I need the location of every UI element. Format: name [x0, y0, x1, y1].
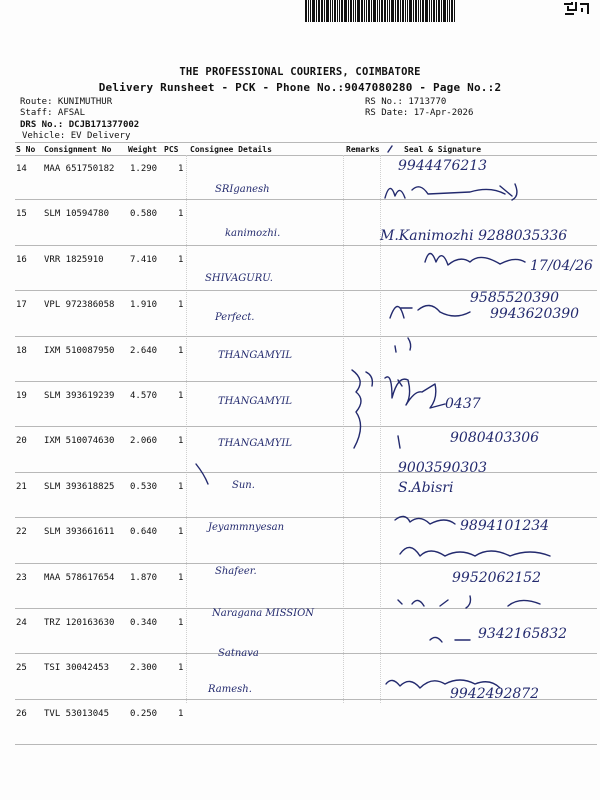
- row-pcs: 1: [178, 300, 184, 311]
- row-weight: 0.250: [130, 708, 158, 719]
- row-sno: 24: [16, 618, 27, 628]
- row-weight: 4.570: [130, 391, 158, 401]
- row-weight: 2.640: [130, 345, 158, 356]
- row-sno: 22: [16, 527, 27, 538]
- row-consignment-no: IXM 510087950: [44, 345, 115, 356]
- row-weight: 0.530: [130, 481, 158, 492]
- row-consignment-no: TVL 53013045: [44, 708, 110, 719]
- row-sno: 14: [16, 164, 27, 174]
- signature-phone: 9894101234: [460, 518, 550, 534]
- row-weight: 7.410: [130, 254, 158, 265]
- row-consignment-no: SLM 393619239: [44, 391, 115, 401]
- row-sno: 21: [16, 481, 27, 492]
- signature-name-phone: M.Kanimozhi 9288035336: [380, 228, 568, 244]
- signature-scribble: [385, 377, 445, 408]
- row-consignment-no: VPL 972386058: [44, 300, 115, 311]
- route-label: Route: KUNIMUTHUR: [20, 97, 113, 107]
- row-pcs: 1: [178, 436, 184, 447]
- row-sno: 18: [16, 345, 27, 356]
- signature-scribble: [388, 146, 402, 448]
- row-sno: 19: [16, 391, 27, 401]
- consignee-handwriting: Naragana MISSION: [212, 608, 315, 619]
- row-weight: 2.060: [130, 436, 158, 447]
- row-consignment-no: TSI 30042453: [44, 663, 110, 674]
- signature-name: S.Abisri: [398, 480, 454, 496]
- consignee-handwriting: THANGAMYIL: [218, 438, 293, 449]
- signature-scribble: [425, 254, 525, 266]
- row-consignment-no: VRR 1825910: [44, 254, 104, 265]
- consignee-handwriting: SRIganesh: [215, 184, 270, 195]
- consignee-handwriting: Jeyammnyesan: [208, 522, 285, 533]
- signature-scribble: [385, 184, 517, 200]
- col-header-sno: S No: [16, 145, 36, 154]
- row-consignment-no: MAA 578617654: [44, 572, 115, 583]
- rs-date: RS Date: 17-Apr-2026: [365, 108, 474, 118]
- signature-phone: 9944476213: [398, 158, 488, 174]
- row-pcs: 1: [178, 663, 184, 674]
- row-sno: 23: [16, 572, 27, 583]
- signature-phone: 9080403306: [450, 430, 540, 446]
- row-pcs: 1: [178, 618, 184, 628]
- row-sno: 26: [16, 708, 27, 719]
- row-pcs: 1: [178, 481, 184, 492]
- col-header-consignee: Consignee Details: [190, 145, 272, 154]
- row-sno: 20: [16, 436, 27, 447]
- row-sno: 16: [16, 254, 27, 265]
- row-weight: 1.910: [130, 300, 158, 311]
- col-header-consignment: Consignment No: [44, 145, 112, 154]
- col-header-pcs: PCS: [164, 145, 179, 154]
- row-pcs: 1: [178, 254, 184, 265]
- signature-scribble: [398, 596, 540, 608]
- signature-phone: 9942492872: [450, 686, 540, 702]
- row-consignment-no: SLM 10594780: [44, 209, 110, 220]
- signature-phone: 9003590303: [398, 460, 488, 476]
- rs-number: RS No.: 1713770: [365, 97, 447, 107]
- row-sno: 25: [16, 663, 27, 674]
- row-pcs: 1: [178, 209, 184, 220]
- signature-date: 17/04/26: [530, 258, 593, 274]
- col-header-remarks: Remarks: [346, 145, 380, 154]
- consignee-handwriting: THANGAMYIL: [218, 396, 293, 407]
- row-pcs: 1: [178, 164, 184, 174]
- row-weight: 0.640: [130, 527, 158, 538]
- bracket-mark: [366, 372, 372, 386]
- col-header-weight: Weight: [128, 145, 157, 154]
- row-sno: 17: [16, 300, 27, 311]
- row-weight: 2.300: [130, 663, 158, 674]
- signature-phone: 9585520390: [470, 290, 560, 306]
- row-pcs: 1: [178, 527, 184, 538]
- row-consignment-no: SLM 393661611: [44, 527, 115, 538]
- row-weight: 1.290: [130, 164, 158, 174]
- signature-scribble: [395, 516, 455, 524]
- row-weight: 0.580: [130, 209, 158, 220]
- signature-scribble: [430, 637, 470, 642]
- vehicle-label: Vehicle: EV Delivery: [22, 131, 131, 141]
- row-consignment-no: TRZ 120163630: [44, 618, 115, 628]
- row-pcs: 1: [178, 391, 184, 401]
- row-pcs: 1: [178, 345, 184, 356]
- signature-phone: 0437: [445, 396, 481, 412]
- tick-mark: [408, 338, 411, 350]
- signature-phone: 9952062152: [452, 570, 542, 586]
- consignee-handwriting: Satnava: [218, 648, 259, 659]
- signature-scribble: [390, 305, 470, 318]
- row-weight: 1.870: [130, 572, 158, 583]
- consignee-handwriting: Shafeer.: [215, 566, 257, 577]
- row-pcs: 1: [178, 708, 184, 719]
- tick-mark: [196, 464, 208, 484]
- runsheet-subtitle: Delivery Runsheet - PCK - Phone No.:9047080280 - Page No.:2: [98, 81, 502, 94]
- row-sno: 15: [16, 209, 27, 220]
- col-header-seal: Seal & Signature: [404, 145, 482, 154]
- consignee-handwriting: kanimozhi.: [225, 228, 281, 239]
- signature-phone: 9342165832: [478, 626, 568, 642]
- signature-scribble: [352, 370, 361, 448]
- consignee-handwriting: Ramesh.: [208, 684, 252, 695]
- consignee-handwriting: Perfect.: [215, 312, 255, 323]
- consignee-handwriting: SHIVAGURU.: [205, 273, 273, 284]
- signature-phone: 9943620390: [490, 306, 580, 322]
- row-consignment-no: MAA 651750182: [44, 164, 115, 174]
- row-consignment-no: IXM 510074630: [44, 436, 115, 447]
- row-weight: 0.340: [130, 618, 158, 628]
- signature-scribble: [400, 547, 550, 556]
- company-title: THE PROFESSIONAL COURIERS, COIMBATORE: [179, 66, 421, 78]
- staff-label: Staff: AFSAL: [20, 108, 86, 118]
- row-consignment-no: SLM 393618825: [44, 481, 115, 492]
- consignee-handwriting: Sun.: [232, 480, 255, 491]
- row-pcs: 1: [178, 572, 184, 583]
- drs-number: DRS No.: DCJB171377002: [20, 120, 140, 130]
- consignee-handwriting: THANGAMYIL: [218, 350, 293, 361]
